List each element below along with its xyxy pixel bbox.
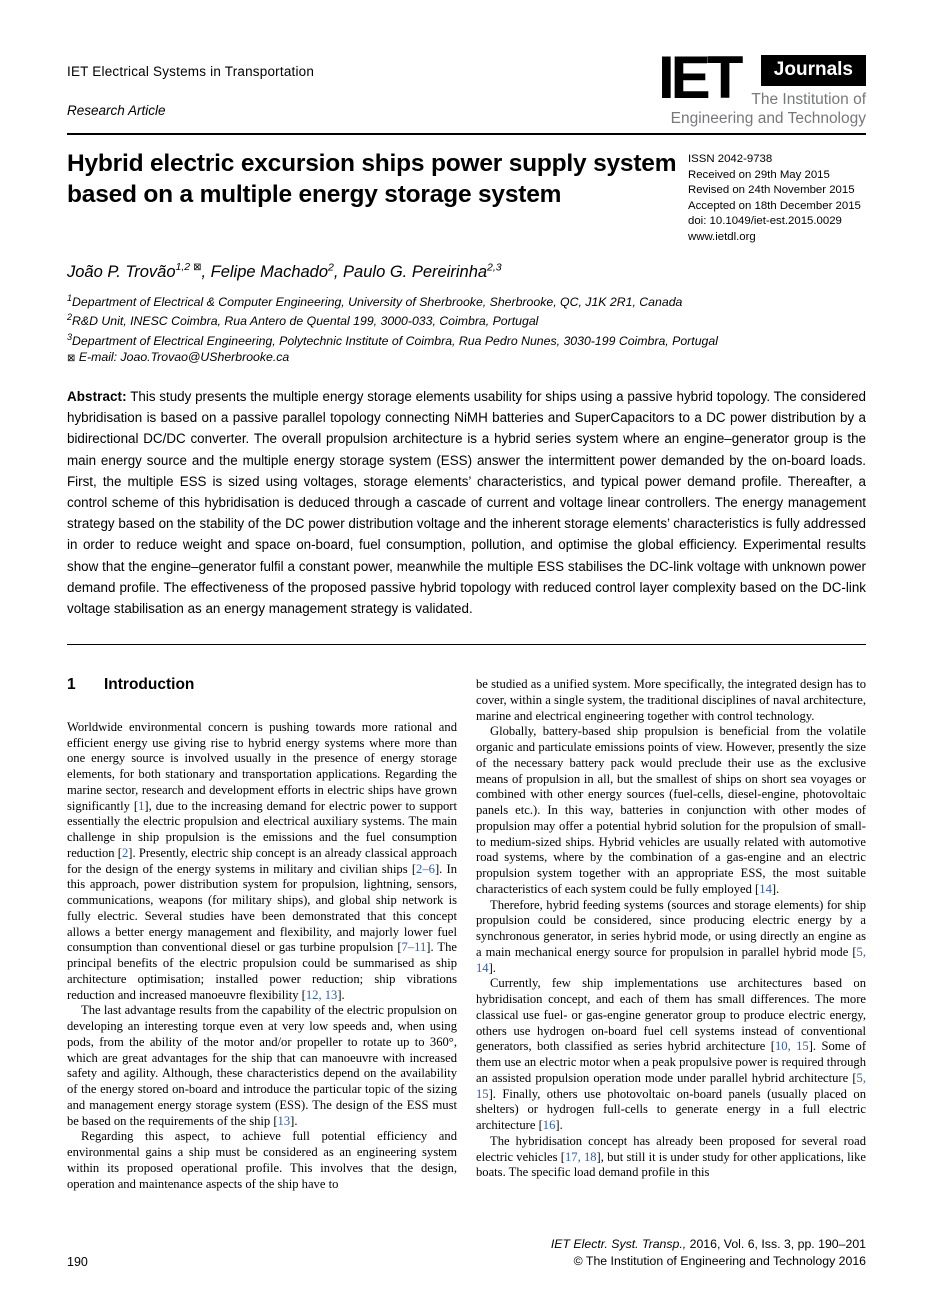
received-date: Received on 29th May 2015: [688, 168, 830, 181]
paper-title: Hybrid electric excursion ships power supply system based on a multiple energy storage system: [67, 150, 677, 208]
citation-ref[interactable]: 2–6: [416, 861, 435, 876]
doi: doi: 10.1049/iet-est.2015.0029: [688, 215, 842, 227]
footer-citation: [551, 1236, 866, 1269]
body-paragraph: Regarding this aspect, to achieve full potential efficiency and environmental gains a ship must be considered as an engineering system within its proposed operational profile. This involves that the design, operation and maintenance aspects of the ship have to: [67, 1129, 457, 1191]
affiliation-list: [67, 291, 866, 367]
iet-institution-line1: The Institution of: [751, 91, 866, 108]
body-paragraph: The last advantage results from the capability of the electric propulsion on developing an interesting torque even at very low speeds and, when using pods, from the ability of the motor and/or propeller to rotate up to 360°, which are great advantages for the ship that can manoeuvre with increased safety and agility. Although, these characteristics depend on the availability of the energy stored on-board and introduce the particular topic of the sizing and management energy storage system (ESS). The design of the ESS must be based on the requirements of the ship [13].: [67, 1003, 457, 1128]
footer-citation-rest: 2016, Vol. 6, Iss. 3, pp. 190–201: [686, 1237, 866, 1251]
citation-ref[interactable]: 7–11: [401, 940, 427, 955]
email-line: [67, 350, 866, 367]
abstract-text: This study presents the multiple energy storage elements usability for ships using a passive hybrid topology. The considered hybridisation is based on a passive parallel topology connecting NiMH batteries and SuperCapacitors to a DC power distribution by a bidirectional DC/DC converter. The overall propulsion architecture is a hybrid series system where an engine–generator group is the main energy source and the multiple energy storage system (ESS) answer the intermittent power demanded by the on-board loads. First, the multiple ESS is sized using voltages, storage elements’ characteristics, and typical power demand profile. Thereafter, a control scheme of this hybridisation is deduced through a cascade of current and voltage linear controllers. The energy management strategy based on the stability of the DC power distribution voltage and the inherent storage elements’ characteristics is fully addressed in order to reduce weight and space on-board, fuel consumption, pollution, and optimise the global efficiency. Experimental results show that the engine–generator fulfil a constant power, meanwhile the multiple ESS stabilises the DC-link voltage with unknown power demand profile. The effectiveness of the proposed passive hybrid topology with reduced control layer complexity based on the DC-link voltage stabilisation as an energy management strategy is validated.: [67, 388, 866, 616]
article-type: Research Article: [67, 103, 166, 118]
iet-institution-line2: Engineering and Technology: [670, 110, 866, 127]
issn: ISSN 2042-9738: [688, 153, 773, 165]
iet-logo-mark: IET: [658, 44, 740, 111]
header-divider: [67, 133, 866, 135]
author: Felipe Machado$^2$,: [210, 261, 344, 281]
iet-logo: [658, 46, 866, 130]
author: João P. Trovão$^{1,2 ⊠}$,: [67, 261, 211, 281]
citation-ref[interactable]: 13: [277, 1113, 291, 1128]
body-paragraph: Therefore, hybrid feeding systems (sources and storage elements) for ship propulsion could be considered, since producing electric energy by a synchronous generator, in series hybrid mode, or using directly an engine as a main mechanical energy source for propulsion in parallel hybrid mode [5, 14].: [476, 897, 866, 975]
citation-ref[interactable]: 1: [138, 798, 145, 813]
title-row: [67, 148, 866, 245]
body-paragraph: Worldwide environmental concern is pushing towards more rational and efficient energy use giving rise to hybrid energy systems where more than one energy source is involved usually in the presence of energy storage elements, for both stationary and transportation applications. Regarding the marine sector, research and development efforts in electric ships have grown significantly [1], due to the increasing demand for electric power to support essentially the electric propulsion and electrical auxiliary systems. The main challenge in ship propulsion is the emissions and the fuel consumption reduction [2]. Presently, electric ship concept is an already classical approach for the design of the energy systems in military and civilian ships [2–6]. In this approach, power distribution system for propulsion, lightning, sensors, communications, weapons (for military ships), and global ship network is fully electric. Several studies have been demonstrated that this concept allows a better energy management and flexibility, and majorly lower fuel consumption than conventional diesel or gas turbine propulsion [7–11]. The principal benefits of the electric propulsion could be summarised as ship architecture optimisation; installed power reduction; ship vibrations reduction and increased manoeuvre flexibility [12, 13].: [67, 719, 458, 1002]
abstract: [67, 386, 866, 619]
citation-ref[interactable]: 16: [542, 1118, 556, 1133]
envelope-icon: ⊠: [193, 262, 202, 273]
page-footer: [67, 1236, 866, 1269]
body-paragraph: Currently, few ship implementations use architectures based on hybridisation concept, and each of them has small differences. The more classical use fuel- or gas-engine generator group to produce electric energy, others use hydrogen on-board fuel cell systems instead of conventional generators, both classified as series hybrid architecture [10, 15]. Some of them use an electric motor when a peak propulsive power is required through an assisted propulsion operation mode under parallel hybrid architecture [5, 15]. Finally, others use photovoltaic on-board panels (usually placed on shelters) or hydrogen full-cells to generate energy in a full electric architecture [16].: [476, 976, 867, 1133]
affiliation: $^1$Department of Electrical & Computer Engineering, University of Sherbrooke, Sherbrooke, QC, J1K 2R1, Canada: [67, 292, 683, 309]
footer-journal-abbrev: IET Electr. Syst. Transp.,: [550, 1237, 687, 1251]
right-column: [476, 677, 866, 1192]
section-title: Introduction: [104, 676, 195, 694]
left-column: [67, 677, 457, 1192]
footer-copyright: © The Institution of Engineering and Technology 2016: [573, 1253, 866, 1268]
citation-ref[interactable]: 10, 15: [774, 1039, 809, 1054]
citation-ref[interactable]: 17, 18: [564, 1149, 597, 1164]
citation-ref[interactable]: 12, 13: [305, 987, 338, 1002]
meta-block: [688, 148, 866, 245]
section-number: 1: [67, 676, 76, 694]
email-address[interactable]: E-mail: Joao.Trovao@USherbrooke.ca: [78, 350, 290, 365]
iet-journals-badge: Journals: [761, 55, 866, 86]
affiliation: $^3$Department of Electrical Engineering, Polytechnic Institute of Coimbra, Rua Pedro Nunes, 3030-199 Coimbra, Portugal: [67, 332, 718, 349]
citation-ref[interactable]: 2: [121, 845, 129, 860]
abstract-divider: [67, 644, 866, 645]
author-list: [67, 261, 866, 282]
author: Paulo G. Pereirinha$^{2,3}$: [343, 261, 502, 281]
website-link[interactable]: www.ietdl.org: [688, 230, 756, 243]
body-paragraph: The hybridisation concept has already been proposed for several road electric vehicles [17, 18], but still it is under study for other applications, like boats. The specific load demand profile in this: [476, 1133, 866, 1180]
citation-ref[interactable]: 5, 14: [476, 944, 866, 975]
page-number: 190: [67, 1255, 88, 1269]
revised-date: Revised on 24th November 2015: [688, 184, 855, 196]
body-columns: [67, 677, 866, 1192]
section-heading: [67, 677, 457, 693]
footer-citation-line: [551, 1236, 866, 1253]
affiliation: $^2$R&D Unit, INESC Coimbra, Rua Antero de Quental 199, 3000-033, Coimbra, Portugal: [67, 312, 539, 329]
envelope-icon: ⊠: [67, 353, 76, 365]
body-paragraph: be studied as a unified system. More specifically, the integrated design has to cover, within a single system, the traditional disciplines of naval architecture, marine and electrical engineering together with control technology.: [476, 677, 866, 723]
citation-ref[interactable]: 14: [759, 881, 772, 896]
citation-ref[interactable]: 5, 15: [476, 1070, 866, 1101]
body-paragraph: Globally, battery-based ship propulsion is beneficial from the volatile organic and particulate emissions points of view. However, presently the size of the necessary battery pack would preclude their use as the exclusive means of propulsion in all, but the smallest of ships on short sea voyages or combined with other energy sources (fuel-cells, diesel-engine, photovoltaic panels etc.). In this way, batteries in conjunction with other modes of propulsion may offer a potential hybrid solution for the propulsion of small- to medium-sized ships. Hybrid vehicles are usually related with automotive road systems, where by the combination of a gas-engine and an electric propulsion system together with an appropriate ESS, the most suitable characteristics of each system could be fully employed [14].: [476, 724, 866, 896]
journal-name: IET Electrical Systems in Transportation: [67, 64, 315, 79]
abstract-label: Abstract:: [67, 388, 127, 404]
accepted-date: Accepted on 18th December 2015: [688, 199, 861, 212]
